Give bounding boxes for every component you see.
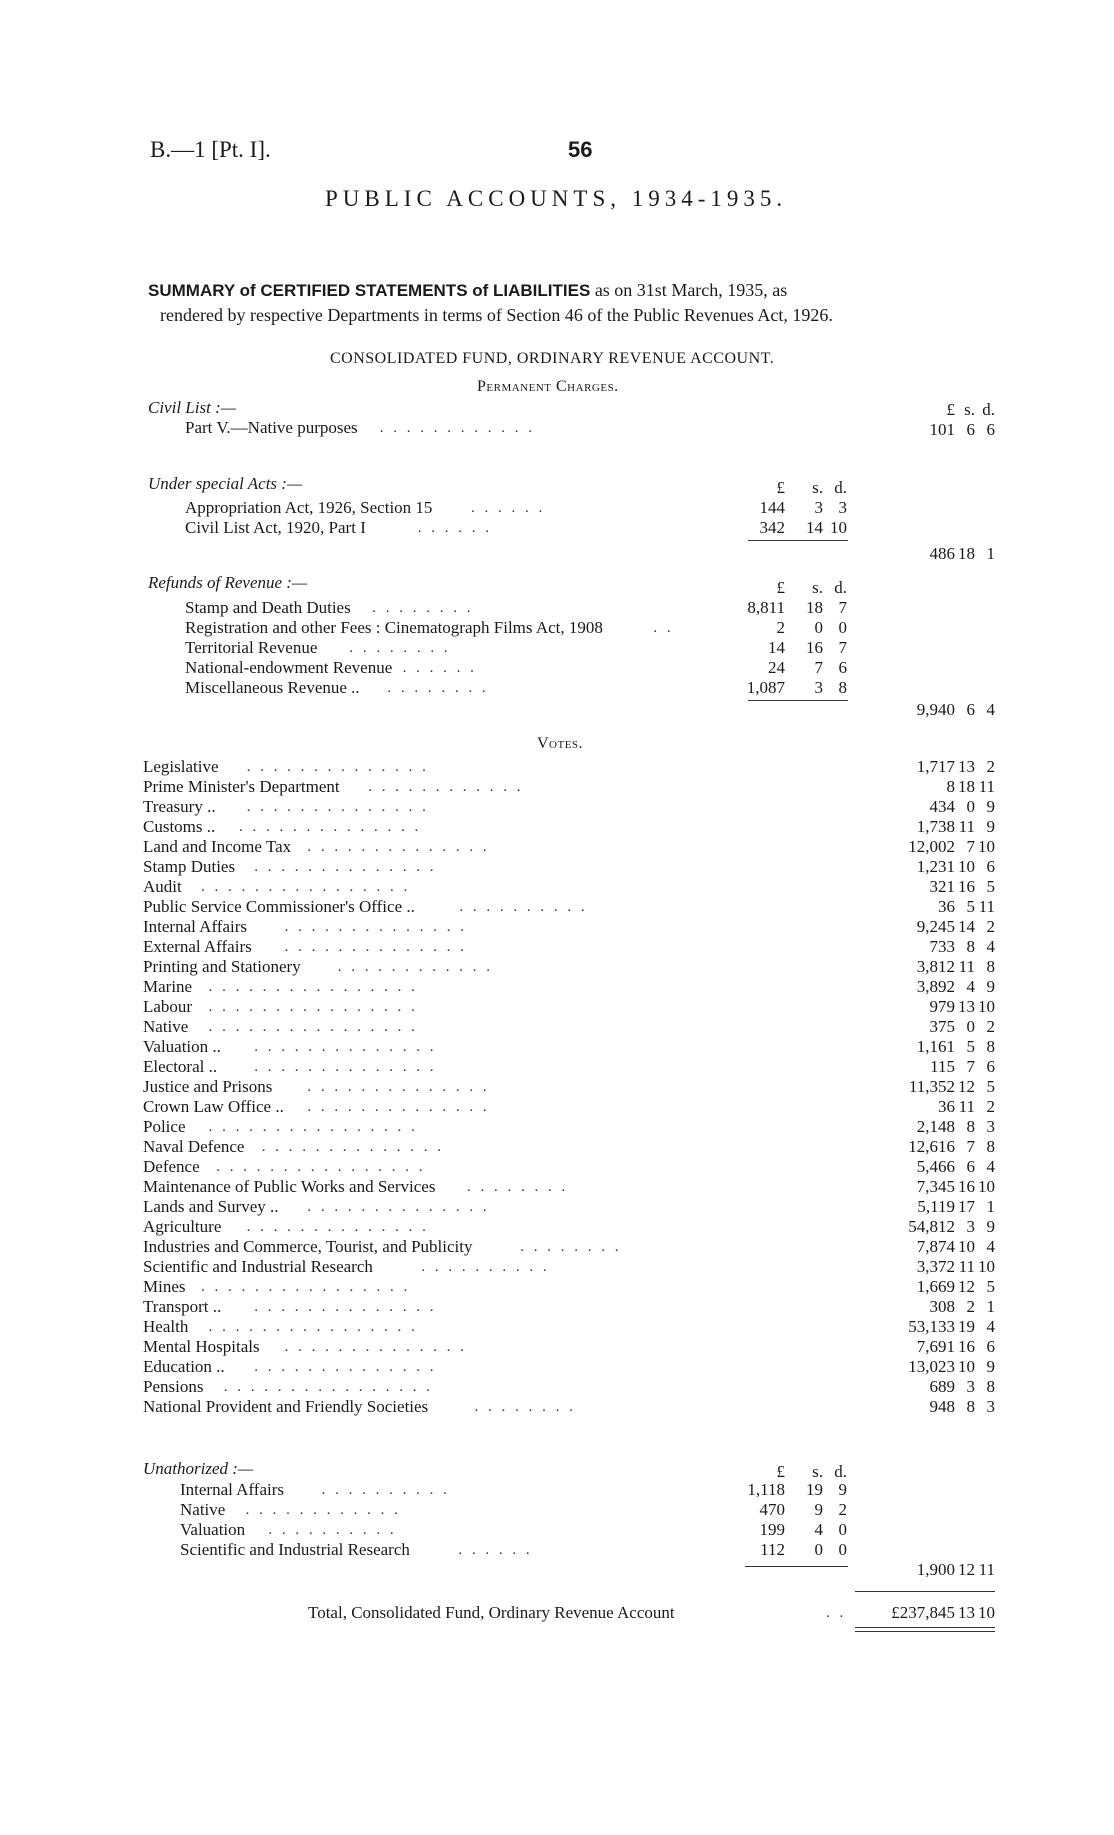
vote-dots: . . . . . . . . . . . . . . . . [216,1159,426,1175]
unauthorized-total-s: 12 [958,1560,975,1579]
vote-dots: . . . . . . . . . . . . . . [284,919,467,935]
vote-amount-l: 689 [929,1377,955,1396]
unauthorized-item-s: 0 [814,1540,823,1559]
vote-amount-l: 979 [929,997,955,1016]
grand-total-d: 10 [978,1603,995,1622]
unauthorized-currency-d: d. [834,1462,847,1481]
vote-label: Education .. [143,1357,225,1376]
vote-dots: . . . . . . . . . . . . . . . . [208,979,418,995]
vote-amount-l: 1,231 [916,857,955,876]
unauthorized-item-label: Scientific and Industrial Research [180,1540,410,1559]
vote-amount-s: 16 [958,877,975,896]
vote-amount-d: 8 [986,957,995,976]
unauthorized-currency-s: s. [812,1462,823,1481]
special-acts-item-label: Civil List Act, 1920, Part I [185,518,366,537]
vote-amount-l: 7,345 [916,1177,955,1196]
refunds-item-label: Miscellaneous Revenue .. [185,678,360,697]
civil-list-heading: Civil List :— [148,398,236,417]
refunds-item-l: 1,087 [746,678,785,697]
vote-amount-s: 19 [958,1317,975,1336]
vote-amount-l: 11,352 [908,1077,955,1096]
vote-amount-d: 2 [986,757,995,776]
refunds-currency-l: £ [776,578,785,597]
special-acts-item-l: 144 [759,498,785,517]
vote-amount-d: 1 [986,1197,995,1216]
vote-label: Mental Hospitals [143,1337,260,1356]
unauthorized-item-l: 199 [759,1520,785,1539]
refunds-currency-s: s. [812,578,823,597]
page-number: 56 [568,137,593,162]
vote-amount-l: 1,669 [916,1277,955,1296]
grand-total-s: 13 [958,1603,975,1622]
vote-amount-d: 5 [986,1077,995,1096]
unauthorized-total-d: 11 [978,1560,995,1579]
unauthorized-dots: . . . . . . [458,1542,533,1558]
vote-dots: . . . . . . . . [467,1179,569,1195]
refunds-item-d: 8 [838,678,847,697]
vote-label: Land and Income Tax [143,837,292,856]
vote-amount-s: 18 [958,777,975,796]
vote-amount-s: 10 [958,1237,975,1256]
vote-amount-s: 0 [966,1017,975,1036]
unauthorized-item-d: 0 [838,1540,847,1559]
vote-dots: . . . . . . . . . . . . . . [246,799,429,815]
special-acts-item-d: 3 [838,498,847,517]
vote-amount-l: 53,133 [908,1317,955,1336]
vote-dots: . . . . . . . . . . . . . . [261,1139,445,1155]
unauthorized-item-label: Internal Affairs [180,1480,285,1499]
vote-amount-d: 10 [978,1177,995,1196]
vote-amount-l: 115 [930,1057,955,1076]
vote-amount-l: 733 [929,937,955,956]
civil-list-item-s: 6 [966,420,975,439]
special-acts-currency-d: d. [834,478,847,497]
vote-dots: . . . . . . . . . . . . . . [307,1079,490,1095]
grand-total-label: Total, Consolidated Fund, Ordinary Revenue Account [308,1603,675,1622]
refunds-dots: . . [653,620,674,636]
vote-amount-s: 11 [958,1257,975,1276]
vote-amount-d: 11 [978,897,995,916]
vote-amount-s: 8 [966,1117,975,1136]
summary-line-1 [148,280,787,301]
refunds-item-s: 3 [814,678,823,697]
vote-label: Police [143,1117,186,1136]
vote-amount-l: 1,717 [916,757,955,776]
unauthorized-item-label: Valuation [180,1520,246,1539]
unauthorized-item-l: 1,118 [747,1480,785,1499]
vote-amount-d: 4 [986,1237,995,1256]
vote-amount-d: 4 [986,1317,995,1336]
vote-amount-l: 3,372 [916,1257,955,1276]
special-acts-item-d: 10 [830,518,847,537]
vote-amount-l: 1,161 [916,1037,955,1056]
vote-label: National Provident and Friendly Societies [143,1397,429,1416]
vote-amount-s: 14 [958,917,975,936]
refunds-item-l: 14 [768,638,785,657]
special-acts-total-s: 18 [958,544,975,563]
vote-label: Printing and Stationery [143,957,301,976]
summary-line-2: rendered by respective Departments in terms of Section 46 of the Public Revenues Act, 1926. [160,305,833,325]
vote-amount-d: 2 [986,917,995,936]
refunds-item-l: 24 [768,658,785,677]
vote-dots: . . . . . . . . . . . . . . . . [208,999,418,1015]
refunds-total-s: 6 [966,700,975,719]
vote-amount-s: 5 [966,1037,975,1056]
vote-label: Naval Defence [143,1137,245,1156]
refunds-dots: . . . . . . . . [387,680,489,696]
vote-label: Mines [143,1277,186,1296]
vote-amount-s: 11 [958,817,975,836]
vote-amount-d: 1 [986,1297,995,1316]
vote-amount-s: 7 [966,837,975,856]
vote-label: External Affairs [143,937,252,956]
vote-dots: . . . . . . . . . . . . . . . . [201,1279,411,1295]
vote-label: Crown Law Office .. [143,1097,284,1116]
unauthorized-total-l: 1,900 [916,1560,955,1579]
vote-dots: . . . . . . . . . . . . . . [254,1059,437,1075]
vote-dots: . . . . . . . . . . [421,1259,550,1275]
vote-amount-s: 16 [958,1337,975,1356]
vote-dots: . . . . . . . . . . . . . . [254,1359,437,1375]
refunds-total-d: 4 [986,700,995,719]
refunds-item-label: Stamp and Death Duties [185,598,351,617]
vote-dots: . . . . . . . . . . . . . . [254,1039,437,1055]
refunds-item-label: Registration and other Fees : Cinematograph Films Act, 1908 [185,618,603,637]
refunds-item-label: Territorial Revenue [185,638,318,657]
vote-amount-s: 17 [958,1197,975,1216]
special-acts-item-label: Appropriation Act, 1926, Section 15 [185,498,433,517]
vote-amount-d: 6 [986,1057,995,1076]
vote-amount-l: 434 [929,797,955,816]
vote-amount-s: 13 [958,997,975,1016]
vote-amount-l: 308 [929,1297,955,1316]
refunds-total-l: 9,940 [916,700,955,719]
vote-dots: . . . . . . . . . . . . . . . . [201,879,411,895]
vote-amount-d: 9 [986,797,995,816]
vote-label: Internal Affairs [143,917,248,936]
vote-label: Health [143,1317,189,1336]
vote-amount-d: 5 [986,877,995,896]
vote-dots: . . . . . . . . . . . . . . . . [223,1379,434,1395]
unauthorized-rule [745,1566,848,1567]
unauthorized-item-d: 2 [838,1500,847,1519]
special-acts-dots: . . . . . . [471,500,546,516]
vote-dots: . . . . . . . . . . . . . . [246,759,429,775]
vote-dots: . . . . . . . . . . . . . . [254,1299,437,1315]
vote-label: Treasury .. [143,797,216,816]
vote-amount-s: 12 [958,1277,975,1296]
document-code: B.—1 [Pt. I]. [150,137,271,162]
vote-dots: . . . . . . . . . . . . . . [307,1099,490,1115]
vote-amount-l: 375 [929,1017,955,1036]
refunds-dots: . . . . . . . . [349,640,451,656]
vote-amount-l: 9,245 [916,917,955,936]
vote-label: Electoral .. [143,1057,218,1076]
vote-amount-d: 9 [986,977,995,996]
vote-dots: . . . . . . . . . . . . . . [239,819,422,835]
vote-amount-d: 9 [986,1217,995,1236]
vote-amount-l: 321 [929,877,955,896]
refunds-item-d: 7 [838,598,847,617]
vote-amount-d: 8 [986,1037,995,1056]
vote-label: Maintenance of Public Works and Services [143,1177,436,1196]
vote-label: Scientific and Industrial Research [143,1257,373,1276]
special-acts-total-d: 1 [986,544,995,563]
refunds-dots: . . . . . . . . [372,600,474,616]
unauthorized-item-d: 0 [838,1520,847,1539]
vote-dots: . . . . . . . . . . . . . . [307,1199,490,1215]
vote-amount-l: 12,002 [908,837,955,856]
votes-heading: Votes. [537,735,584,752]
vote-label: Stamp Duties [143,857,236,876]
vote-label: Marine [143,977,193,996]
vote-label: Customs .. [143,817,216,836]
vote-amount-d: 4 [986,937,995,956]
vote-amount-d: 11 [978,777,995,796]
vote-amount-d: 2 [986,1017,995,1036]
vote-amount-s: 8 [966,937,975,956]
permanent-charges-heading: Permanent Charges. [477,378,619,395]
special-acts-dots: . . . . . . [417,520,493,536]
vote-amount-s: 6 [966,1157,975,1176]
unauthorized-dots: . . . . . . . . . . . . [245,1502,401,1518]
unauthorized-item-l: 470 [759,1500,785,1519]
refunds-item-d: 0 [838,618,847,637]
vote-amount-d: 8 [986,1377,995,1396]
special-acts-item-l: 342 [759,518,785,537]
vote-label: Industries and Commerce, Tourist, and Publicity [143,1237,473,1256]
unauthorized-item-l: 112 [760,1540,785,1559]
vote-amount-l: 5,119 [917,1197,955,1216]
vote-amount-d: 5 [986,1277,995,1296]
unauthorized-dots: . . . . . . . . . . [321,1482,450,1498]
refunds-item-d: 7 [838,638,847,657]
grand-total-rule-bottom-2 [855,1631,995,1632]
grand-total-l: £237,845 [891,1603,955,1622]
refunds-item-l: 2 [776,618,785,637]
vote-dots: . . . . . . . . . . . . . . . . [208,1019,418,1035]
vote-label: Transport .. [143,1297,222,1316]
grand-total-dots: . . [826,1605,847,1621]
refunds-heading: Refunds of Revenue :— [148,573,308,592]
vote-label: Native [143,1017,189,1036]
vote-label: Audit [143,877,182,896]
vote-dots: . . . . . . . . . . . . . . . . [208,1119,418,1135]
vote-amount-d: 6 [986,1337,995,1356]
civil-list-item-label: Part V.—Native purposes [185,418,358,437]
vote-amount-d: 10 [978,837,995,856]
special-acts-item-s: 14 [806,518,823,537]
vote-label: Defence [143,1157,200,1176]
vote-amount-d: 3 [986,1117,995,1136]
vote-amount-s: 0 [966,797,975,816]
unauthorized-heading: Unathorized :— [143,1459,254,1478]
vote-amount-s: 11 [958,957,975,976]
refunds-item-s: 0 [814,618,823,637]
vote-amount-s: 7 [966,1137,975,1156]
vote-dots: . . . . . . . . [474,1399,576,1415]
refunds-item-s: 7 [814,658,823,677]
vote-dots: . . . . . . . . [520,1239,622,1255]
civil-list-currency-d: d. [982,400,995,419]
civil-list-item-l: 101 [929,420,955,439]
summary-line-1-rest: as on 31st March, 1935, as [594,280,788,300]
vote-amount-d: 10 [978,997,995,1016]
page-title: PUBLIC ACCOUNTS, 1934-1935. [325,186,788,211]
vote-amount-s: 5 [966,897,975,916]
fund-heading: CONSOLIDATED FUND, ORDINARY REVENUE ACCOUNT. [330,350,775,367]
vote-dots: . . . . . . . . . . . . . . [254,859,437,875]
unauthorized-item-s: 9 [814,1500,823,1519]
unauthorized-item-d: 9 [838,1480,847,1499]
special-acts-total-l: 486 [929,544,955,563]
vote-amount-l: 8 [946,777,955,796]
summary-bold-lead: SUMMARY of CERTIFIED STATEMENTS of LIABILITIES [148,281,591,300]
refunds-item-s: 16 [806,638,823,657]
refunds-currency-d: d. [834,578,847,597]
civil-list-dots: . . . . . . . . . . . . [379,420,536,436]
vote-amount-d: 2 [986,1097,995,1116]
refunds-item-s: 18 [806,598,823,617]
vote-amount-l: 36 [938,1097,955,1116]
vote-label: Public Service Commissioner's Office .. [143,897,415,916]
refunds-item-d: 6 [838,658,847,677]
refunds-dots: . . . . . . [402,660,477,676]
vote-label: Justice and Prisons [143,1077,273,1096]
vote-amount-d: 6 [986,857,995,876]
vote-amount-d: 9 [986,817,995,836]
vote-amount-s: 10 [958,857,975,876]
special-acts-rule [748,540,848,541]
vote-amount-l: 3,892 [916,977,955,996]
vote-amount-l: 7,874 [916,1237,955,1256]
unauthorized-item-s: 19 [806,1480,823,1499]
unauthorized-item-s: 4 [814,1520,823,1539]
refunds-rule [748,700,848,701]
vote-amount-l: 13,023 [908,1357,955,1376]
vote-amount-s: 13 [958,757,975,776]
vote-amount-s: 16 [958,1177,975,1196]
vote-amount-s: 3 [966,1377,975,1396]
special-acts-currency-s: s. [812,478,823,497]
vote-amount-s: 7 [966,1057,975,1076]
vote-label: Prime Minister's Department [143,777,340,796]
vote-label: Pensions [143,1377,204,1396]
vote-amount-l: 5,466 [916,1157,955,1176]
vote-label: Lands and Survey .. [143,1197,279,1216]
unauthorized-item-label: Native [180,1500,226,1519]
vote-amount-l: 2,148 [916,1117,955,1136]
vote-amount-l: 12,616 [908,1137,955,1156]
vote-label: Valuation .. [143,1037,221,1056]
vote-dots: . . . . . . . . . . . . . . . . [208,1319,418,1335]
grand-total-rule-top [855,1591,995,1592]
vote-label: Labour [143,997,193,1016]
vote-dots: . . . . . . . . . . . . . . [307,839,490,855]
grand-total-rule-bottom [855,1627,995,1628]
civil-list-currency-s: s. [964,400,975,419]
unauthorized-dots: . . . . . . . . . . [268,1522,397,1538]
vote-amount-l: 7,691 [916,1337,955,1356]
vote-amount-s: 11 [958,1097,975,1116]
vote-amount-s: 2 [966,1297,975,1316]
unauthorized-currency-l: £ [776,1462,785,1481]
vote-label: Agriculture [143,1217,222,1236]
vote-amount-d: 8 [986,1137,995,1156]
vote-label: Legislative [143,757,219,776]
vote-dots: . . . . . . . . . . . . . . [284,939,467,955]
vote-amount-d: 4 [986,1157,995,1176]
vote-amount-s: 10 [958,1357,975,1376]
vote-dots: . . . . . . . . . . . . [337,959,494,975]
special-acts-heading: Under special Acts :— [148,474,303,493]
refunds-item-l: 8,811 [747,598,785,617]
vote-amount-s: 12 [958,1077,975,1096]
vote-amount-d: 9 [986,1357,995,1376]
vote-amount-l: 1,738 [916,817,955,836]
vote-amount-s: 3 [966,1217,975,1236]
vote-dots: . . . . . . . . . . . . [368,779,524,795]
vote-dots: . . . . . . . . . . . . . . [284,1339,467,1355]
special-acts-item-s: 3 [814,498,823,517]
vote-amount-d: 3 [986,1397,995,1416]
civil-list-item-d: 6 [986,420,995,439]
vote-amount-l: 948 [929,1397,955,1416]
vote-amount-s: 4 [966,977,975,996]
refunds-item-label: National-endowment Revenue [185,658,393,677]
vote-amount-l: 3,812 [916,957,955,976]
vote-amount-d: 10 [978,1257,995,1276]
vote-dots: . . . . . . . . . . . . . . [246,1219,429,1235]
civil-list-currency-l: £ [946,400,955,419]
vote-amount-l: 36 [938,897,955,916]
vote-amount-l: 54,812 [908,1217,955,1236]
vote-amount-s: 8 [966,1397,975,1416]
vote-dots: . . . . . . . . . . [459,899,588,915]
special-acts-currency-l: £ [776,478,785,497]
